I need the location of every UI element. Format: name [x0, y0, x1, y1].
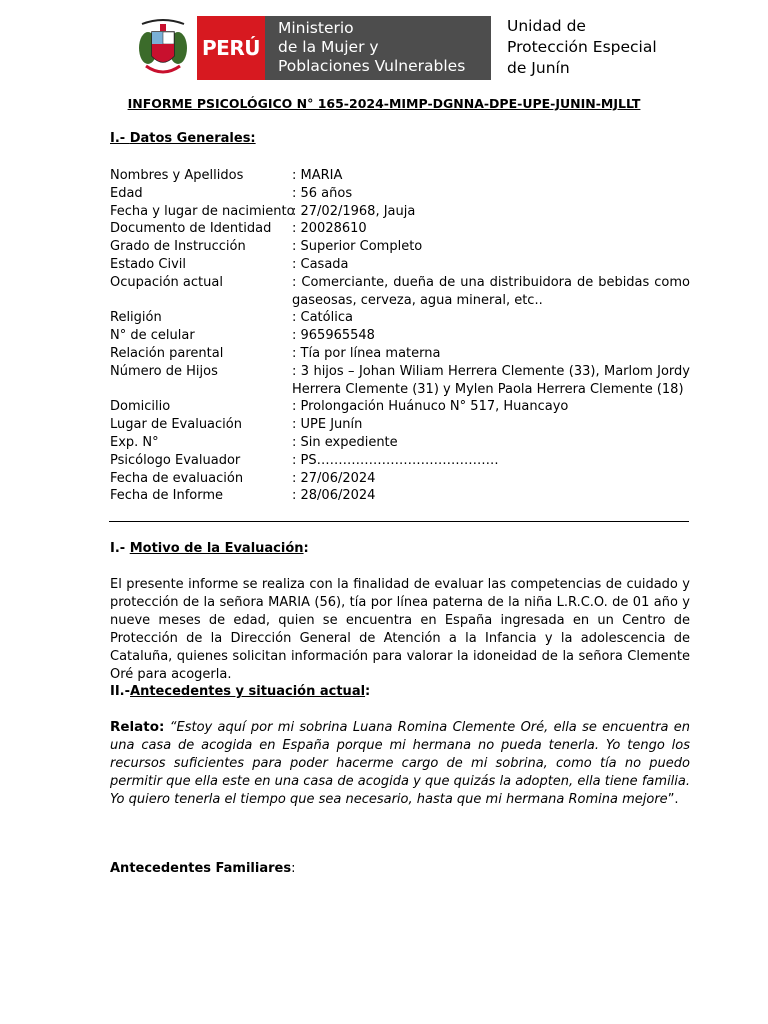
- field-label: Documento de Identidad: [110, 221, 272, 237]
- field-row: [110, 434, 690, 452]
- relato-label: Relato:: [110, 719, 165, 735]
- field-row: [110, 185, 690, 203]
- section-motivo-heading: [110, 541, 309, 556]
- field-value: : MARIA: [292, 168, 343, 183]
- general-data-list: [110, 167, 690, 505]
- field-label: Fecha de Informe: [110, 488, 224, 504]
- field-label: Número de Hijos: [110, 363, 218, 379]
- field-row: [110, 470, 690, 488]
- field-row: [110, 416, 690, 434]
- field-value: : 28/06/2024: [292, 488, 376, 504]
- field-value: : 56 años: [292, 185, 353, 201]
- field-row: [110, 452, 690, 470]
- field-label: Religión: [110, 310, 162, 326]
- field-row: [110, 327, 690, 345]
- field-value: : Prolongación Huánuco N° 517, Huancayo: [292, 399, 569, 415]
- unit-line-2: Protección Especial: [507, 38, 657, 56]
- section-suffix: :: [365, 684, 371, 699]
- unit-name: [507, 16, 657, 79]
- relato-quote: “Estoy aquí por mi sobrina Luana Romina Clemente Oré, ella se encuentra en una casa de acogida en España porque mi hermana no pueda tenerla. Yo tengo los recursos suficientes para poder hacerme cargo de mi sobrina, como tía no puedo permitir que ella este en una casa de acogida y que quizás la adopten, ella tiene familia. Yo quiero tenerla el tiempo que sea necesario, hasta que mi hermana Romina mejore: [110, 720, 690, 807]
- section-title: Antecedentes Familiares: [110, 861, 292, 876]
- field-row: [110, 238, 690, 256]
- field-value: : 27/06/2024: [292, 470, 376, 486]
- field-label: Psicólogo Evaluador: [110, 452, 241, 468]
- field-value: : Sin expediente: [292, 434, 398, 450]
- field-label: Ocupación actual: [110, 274, 223, 290]
- field-row: [110, 487, 690, 505]
- peru-brand-block: [197, 16, 265, 80]
- ministry-line-3: Poblaciones Vulnerables: [278, 57, 466, 75]
- section-prefix: I.-: [110, 131, 130, 146]
- field-label: N° de celular: [110, 328, 195, 344]
- field-row: [110, 274, 690, 310]
- field-label: Fecha y lugar de nacimiento: [110, 203, 295, 219]
- field-value: : 3 hijos – Johan Wiliam Herrera Clemente (33), Marlom Jordy Herrera Clemente (31) y Mylen Paola Herrera Clemente (18): [292, 363, 690, 397]
- unit-line-1: Unidad de: [507, 17, 586, 35]
- section-prefix: I.-: [110, 541, 130, 556]
- section-divider: [109, 521, 689, 522]
- ministry-line-1: Ministerio: [278, 19, 354, 37]
- report-title: INFORME PSICOLÓGICO N° 165-2024-MIMP-DGNNA-DPE-UPE-JUNIN-MJLLT: [127, 96, 641, 111]
- field-label: Domicilio: [110, 399, 171, 415]
- section-suffix: :: [291, 861, 296, 876]
- field-label: Relación parental: [110, 345, 224, 361]
- section-title: Antecedentes y situación actual: [130, 684, 366, 699]
- section-title: Motivo de la Evaluación: [129, 541, 304, 556]
- field-row: [110, 220, 690, 238]
- field-value: : PS……………………………………: [292, 452, 499, 468]
- national-crest-logo: [136, 18, 190, 80]
- field-label: Lugar de Evaluación: [110, 417, 242, 433]
- motivo-paragraph: El presente informe se realiza con la finalidad de evaluar las competencias de cuidado y protección de la señora MARIA (56), tía por línea paterna de la niña L.R.C.O. de 01 año y nueve meses de edad, quien se encuentra en España ingresada en un Centro de Protección de la Dirección General de Atención a la Infancia y la adolescencia de Cataluña, quienes solicitan información para valorar la idoneidad de la señora Clemente Oré para acogerla.: [110, 577, 690, 682]
- field-row: [110, 256, 690, 274]
- field-row: [110, 167, 690, 185]
- field-value: : Católica: [292, 310, 353, 326]
- section-title: Datos Generales:: [129, 131, 256, 146]
- ministry-line-2: de la Mujer y: [278, 38, 379, 56]
- field-row: [110, 345, 690, 363]
- section-prefix: II.-: [110, 684, 131, 699]
- field-label: Estado Civil: [110, 256, 186, 272]
- section-antecedentes-heading: [110, 684, 370, 699]
- field-label: Fecha de evaluación: [110, 470, 244, 486]
- field-label: Grado de Instrucción: [110, 239, 246, 255]
- field-value: : UPE Junín: [292, 417, 363, 433]
- section-antecedentes-familiares-heading: [110, 861, 295, 876]
- unit-line-3: de Junín: [507, 59, 570, 77]
- ministry-brand-block: [265, 16, 491, 80]
- field-value: : 27/02/1968, Jauja: [292, 203, 416, 219]
- field-label: Exp. N°: [110, 434, 159, 450]
- peru-label: PERÚ: [202, 36, 260, 60]
- field-value: : Tía por línea materna: [292, 345, 441, 361]
- field-row: [110, 398, 690, 416]
- field-value: : Comerciante, dueña de una distribuidora de bebidas como gaseosas, cerveza, agua mineral, etc..: [292, 274, 690, 308]
- relato-paragraph: [110, 718, 690, 809]
- relato-end: ”.: [667, 792, 679, 807]
- section-suffix: :: [303, 541, 309, 556]
- field-value: : Casada: [292, 256, 349, 272]
- field-label: Nombres y Apellidos: [110, 168, 244, 183]
- field-label: Edad: [110, 185, 143, 201]
- field-row: [110, 203, 690, 221]
- field-value: : 965965548: [292, 328, 375, 344]
- letterhead: [136, 14, 696, 82]
- section-datos-generales-heading: [110, 131, 256, 146]
- field-value: : 20028610: [292, 221, 367, 237]
- field-value: : Superior Completo: [292, 239, 423, 255]
- field-row: [110, 309, 690, 327]
- field-row: [110, 363, 690, 399]
